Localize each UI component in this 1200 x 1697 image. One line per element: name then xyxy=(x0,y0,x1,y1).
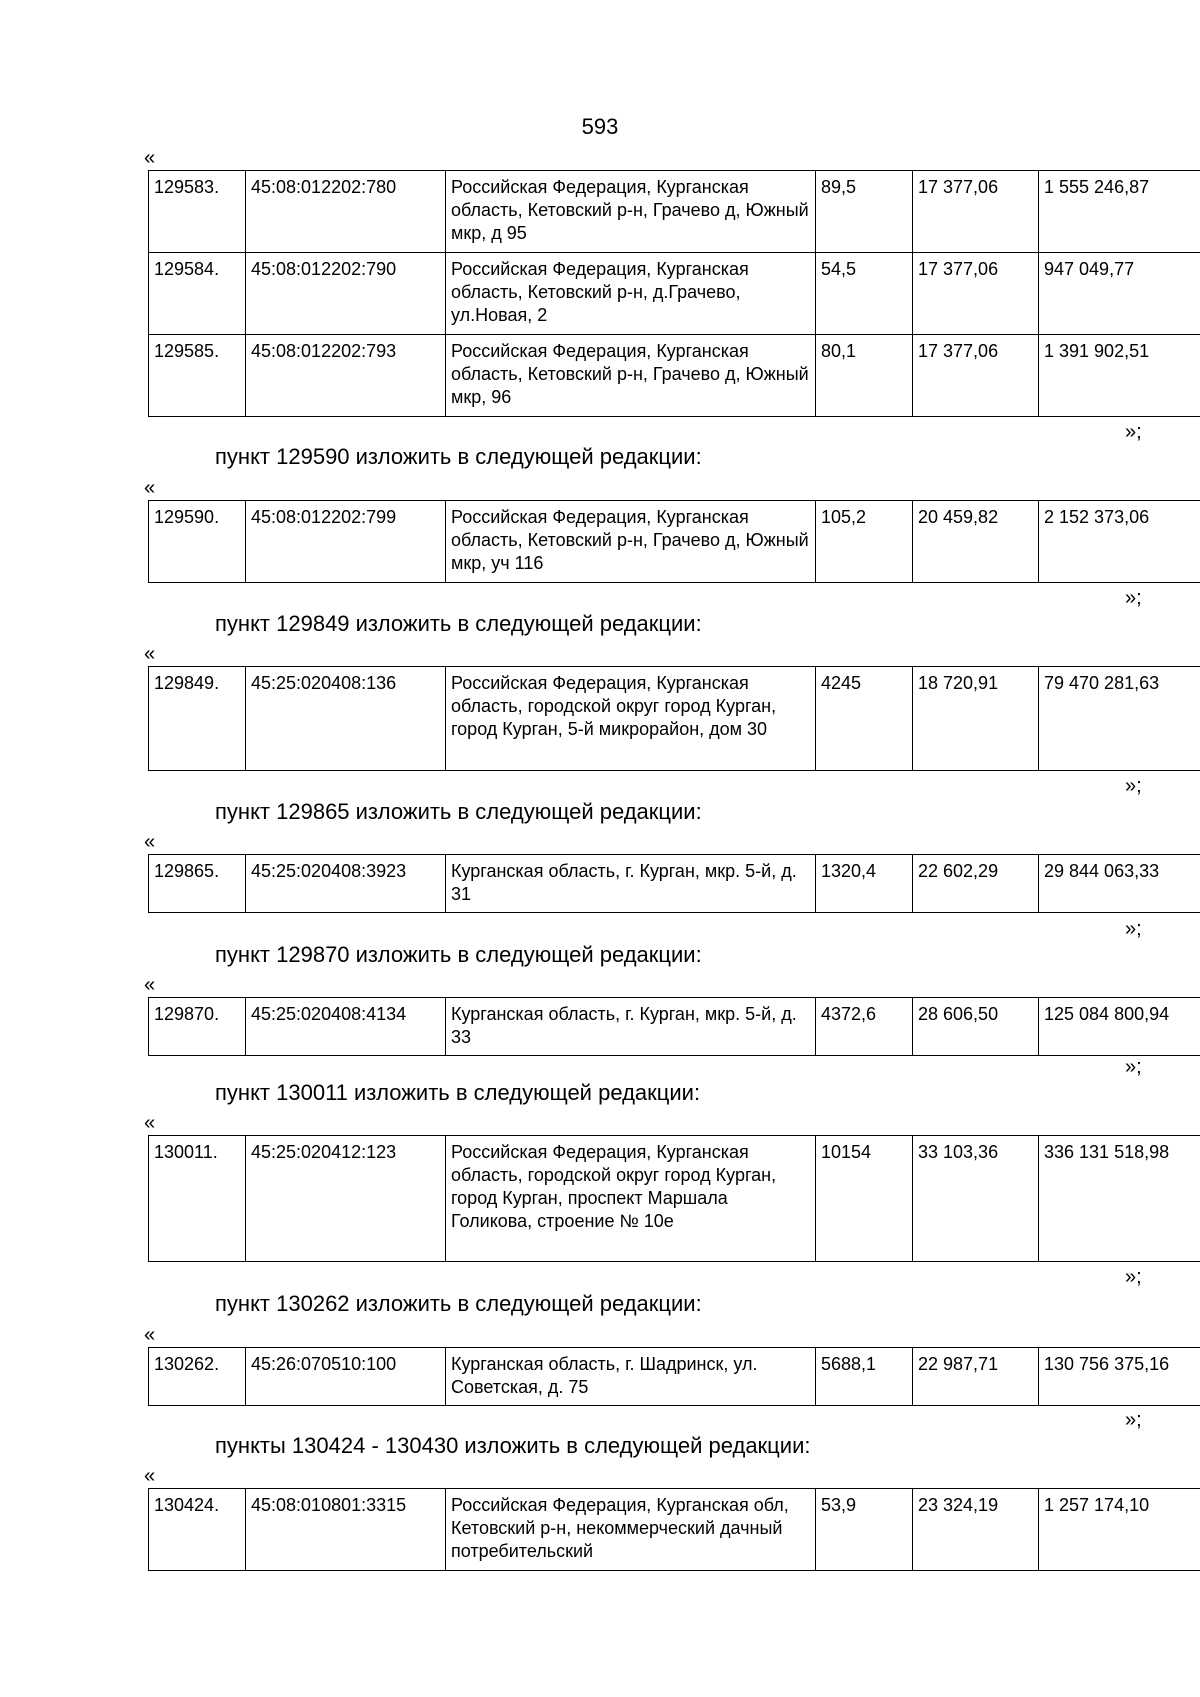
row-number: 130424. xyxy=(149,1489,246,1571)
cadastral-number: 45:25:020408:3923 xyxy=(246,855,446,913)
row-number: 129585. xyxy=(149,335,246,417)
amendment-heading: пункт 129849 изложить в следующей редакции: xyxy=(215,611,702,636)
registry-table xyxy=(148,997,1200,1056)
open-quote: « xyxy=(144,477,156,499)
address: Российская Федерация, Курганская область, Кетовский р-н, д.Грачево, ул.Новая, 2 xyxy=(446,253,816,335)
registry-table xyxy=(148,666,1200,771)
address: Российская Федерация, Курганская область, городской округ город Курган, город Курган, проспект Маршала Голикова, строение № 10е xyxy=(446,1136,816,1262)
cadastral-number: 45:08:012202:790 xyxy=(246,253,446,335)
table-row xyxy=(149,855,1200,913)
registry-table xyxy=(148,1135,1200,1262)
area: 4245 xyxy=(816,667,913,771)
registry-table xyxy=(148,170,1200,417)
open-quote: « xyxy=(144,1112,156,1134)
cadastral-number: 45:08:012202:793 xyxy=(246,335,446,417)
table-row xyxy=(149,1348,1200,1406)
address: Курганская область, г. Шадринск, ул. Советская, д. 75 xyxy=(446,1348,816,1406)
row-number: 129584. xyxy=(149,253,246,335)
table-row xyxy=(149,171,1200,253)
area: 1320,4 xyxy=(816,855,913,913)
amendment-heading: пункт 129870 изложить в следующей редакции: xyxy=(215,942,702,967)
table-row xyxy=(149,998,1200,1056)
open-quote: « xyxy=(144,1465,156,1487)
unit-value: 18 720,91 xyxy=(913,667,1039,771)
row-number: 129849. xyxy=(149,667,246,771)
cadastral-value: 29 844 063,33 xyxy=(1039,855,1200,913)
address: Российская Федерация, Курганская область, Кетовский р-н, Грачево д, Южный мкр, д 95 xyxy=(446,171,816,253)
cadastral-value: 1 391 902,51 xyxy=(1039,335,1200,417)
amendment-heading: пункт 129865 изложить в следующей редакции: xyxy=(215,799,702,824)
area: 105,2 xyxy=(816,501,913,583)
table-row xyxy=(149,667,1200,771)
open-quote: « xyxy=(144,974,156,996)
row-number: 129865. xyxy=(149,855,246,913)
address: Курганская область, г. Курган, мкр. 5-й, д. 31 xyxy=(446,855,816,913)
area: 80,1 xyxy=(816,335,913,417)
cadastral-value: 130 756 375,16 xyxy=(1039,1348,1200,1406)
close-quote: »; xyxy=(1125,587,1142,609)
cadastral-value: 947 049,77 xyxy=(1039,253,1200,335)
amendment-heading: пункт 130011 изложить в следующей редакции: xyxy=(215,1080,701,1105)
open-quote: « xyxy=(144,1324,156,1346)
close-quote: »; xyxy=(1125,1056,1142,1078)
unit-value: 17 377,06 xyxy=(913,171,1039,253)
amendment-heading: пункт 129590 изложить в следующей редакции: xyxy=(215,444,702,469)
cadastral-value: 1 257 174,10 xyxy=(1039,1489,1200,1571)
amendment-heading: пункт 130262 изложить в следующей редакции: xyxy=(215,1291,702,1316)
cadastral-number: 45:08:010801:3315 xyxy=(246,1489,446,1571)
page-number: 593 xyxy=(581,114,619,139)
unit-value: 28 606,50 xyxy=(913,998,1039,1056)
address: Российская Федерация, Курганская область, Кетовский р-н, Грачево д, Южный мкр, 96 xyxy=(446,335,816,417)
row-number: 130011. xyxy=(149,1136,246,1262)
area: 10154 xyxy=(816,1136,913,1262)
row-number: 129590. xyxy=(149,501,246,583)
cadastral-number: 45:08:012202:799 xyxy=(246,501,446,583)
cadastral-number: 45:25:020408:136 xyxy=(246,667,446,771)
open-quote: « xyxy=(144,147,156,169)
address: Российская Федерация, Курганская область, Кетовский р-н, Грачево д, Южный мкр, уч 116 xyxy=(446,501,816,583)
registry-table xyxy=(148,854,1200,913)
address: Российская Федерация, Курганская обл, Кетовский р-н, некоммерческий дачный потребительский xyxy=(446,1489,816,1571)
row-number: 130262. xyxy=(149,1348,246,1406)
row-number: 129583. xyxy=(149,171,246,253)
unit-value: 22 602,29 xyxy=(913,855,1039,913)
cadastral-number: 45:25:020412:123 xyxy=(246,1136,446,1262)
close-quote: »; xyxy=(1125,1266,1142,1288)
cadastral-value: 2 152 373,06 xyxy=(1039,501,1200,583)
unit-value: 17 377,06 xyxy=(913,335,1039,417)
table-row xyxy=(149,253,1200,335)
cadastral-value: 1 555 246,87 xyxy=(1039,171,1200,253)
area: 4372,6 xyxy=(816,998,913,1056)
close-quote: »; xyxy=(1125,775,1142,797)
area: 89,5 xyxy=(816,171,913,253)
table-row xyxy=(149,1136,1200,1262)
close-quote: »; xyxy=(1125,918,1142,940)
table-row xyxy=(149,501,1200,583)
open-quote: « xyxy=(144,831,156,853)
row-number: 129870. xyxy=(149,998,246,1056)
unit-value: 23 324,19 xyxy=(913,1489,1039,1571)
open-quote: « xyxy=(144,643,156,665)
address: Российская Федерация, Курганская область, городской округ город Курган, город Курган, 5-й микрорайон, дом 30 xyxy=(446,667,816,771)
area: 53,9 xyxy=(816,1489,913,1571)
unit-value: 20 459,82 xyxy=(913,501,1039,583)
close-quote: »; xyxy=(1125,1409,1142,1431)
address: Курганская область, г. Курган, мкр. 5-й, д. 33 xyxy=(446,998,816,1056)
cadastral-value: 79 470 281,63 xyxy=(1039,667,1200,771)
registry-table xyxy=(148,1347,1200,1406)
table-row xyxy=(149,1489,1200,1571)
unit-value: 33 103,36 xyxy=(913,1136,1039,1262)
cadastral-number: 45:26:070510:100 xyxy=(246,1348,446,1406)
unit-value: 17 377,06 xyxy=(913,253,1039,335)
unit-value: 22 987,71 xyxy=(913,1348,1039,1406)
table-row xyxy=(149,335,1200,417)
cadastral-number: 45:25:020408:4134 xyxy=(246,998,446,1056)
close-quote: »; xyxy=(1125,421,1142,443)
registry-table xyxy=(148,500,1200,583)
amendment-heading: пункты 130424 - 130430 изложить в следующей редакции: xyxy=(215,1433,811,1458)
area: 54,5 xyxy=(816,253,913,335)
cadastral-value: 336 131 518,98 xyxy=(1039,1136,1200,1262)
cadastral-value: 125 084 800,94 xyxy=(1039,998,1200,1056)
cadastral-number: 45:08:012202:780 xyxy=(246,171,446,253)
area: 5688,1 xyxy=(816,1348,913,1406)
registry-table xyxy=(148,1488,1200,1571)
